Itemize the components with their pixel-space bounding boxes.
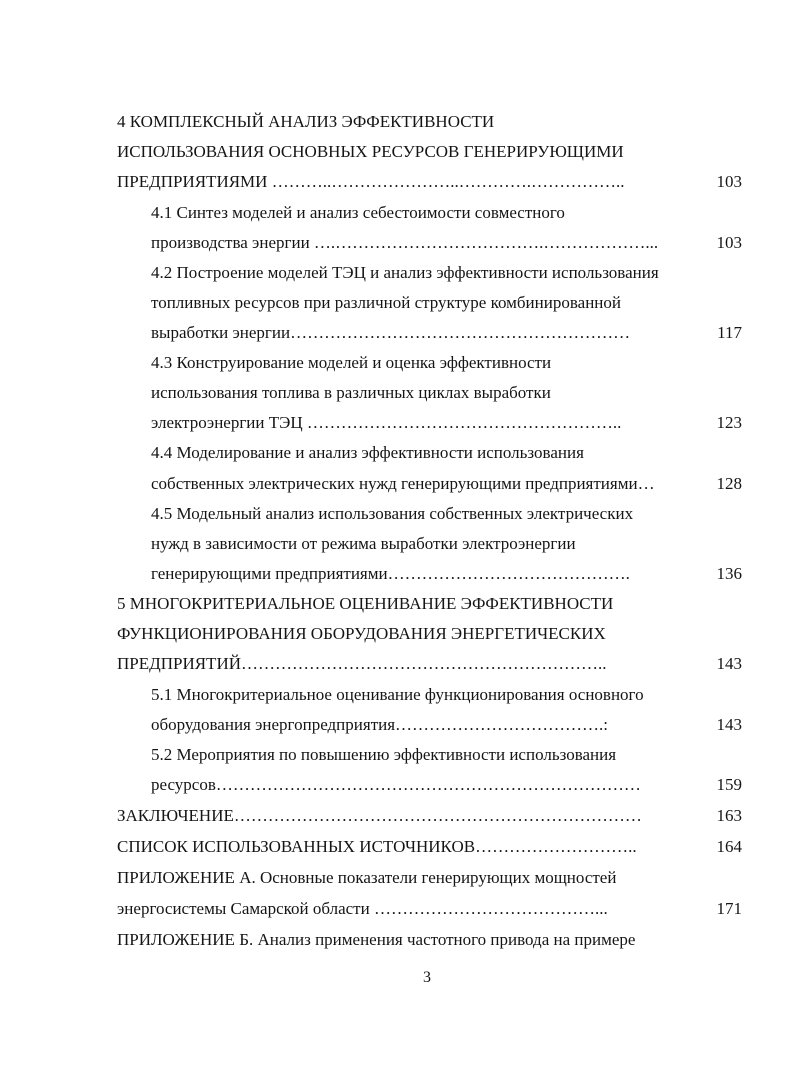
toc-entry-4-line-2: ИСПОЛЬЗОВАНИЯ ОСНОВНЫХ РЕСУРСОВ ГЕНЕРИРУЮЩИМИ: [117, 142, 624, 161]
toc-entry-references: СПИСОК ИСПОЛЬЗОВАННЫХ ИСТОЧНИКОВ………………………..: [117, 837, 637, 856]
toc-entry-4-line-1: 4 КОМПЛЕКСНЫЙ АНАЛИЗ ЭФФЕКТИВНОСТИ: [117, 112, 495, 131]
toc-entry-appendix-a-line-2: энергосистемы Самарской области …………………………………...: [117, 899, 608, 918]
toc-entry-4-5-line-2: нужд в зависимости от режима выработки электроэнергии: [151, 534, 576, 553]
toc-entry-4-1-page: 103: [716, 233, 742, 252]
toc-entry-4-line-3: ПРЕДПРИЯТИЯМИ ………..…………………..………….……………..: [117, 172, 625, 191]
toc-entry-4-3-line-2: использования топлива в различных циклах выработки: [151, 383, 551, 402]
toc-entry-5-2-line-1: 5.2 Мероприятия по повышению эффективности использования: [151, 745, 617, 764]
toc-entry-4-3-page: 123: [716, 413, 742, 432]
toc-entry-5-page: 143: [716, 654, 742, 673]
toc-entry-appendix-a-page: 171: [716, 899, 742, 918]
toc-entry-conclusion-page: 163: [716, 806, 742, 825]
toc-entry-4-5-line-3: генерирующими предприятиями…………………………………….: [151, 564, 630, 583]
toc-entry-5-2-line-2: ресурсов…………………………………………………………………: [151, 775, 641, 794]
toc-entry-5-2-page: 159: [716, 775, 742, 794]
toc-entry-4-5-line-1: 4.5 Модельный анализ использования собственных электрических: [151, 504, 634, 523]
page-number: 3: [423, 969, 431, 986]
toc-entry-4-1-line-2: производства энергии ….……………………………….………………...: [151, 233, 659, 252]
toc-entry-5-1-line-1: 5.1 Многокритериальное оценивание функционирования основного: [151, 685, 644, 704]
toc-entry-5-1-page: 143: [716, 715, 742, 734]
toc-entry-4-2-page: 117: [717, 323, 742, 342]
toc-entry-4-5-page: 136: [716, 564, 742, 583]
toc-entry-4-2-line-3: выработки энергии……………………………………………………: [151, 323, 631, 342]
toc-entry-appendix-b-line-1: ПРИЛОЖЕНИЕ Б. Анализ применения частотного привода на примере: [117, 930, 636, 949]
toc-entry-appendix-a-line-1: ПРИЛОЖЕНИЕ А. Основные показатели генерирующих мощностей: [117, 868, 617, 887]
toc-entry-4-3-line-1: 4.3 Конструирование моделей и оценка эффективности: [151, 353, 552, 372]
toc-entry-conclusion: ЗАКЛЮЧЕНИЕ………………………………………………………………: [117, 806, 642, 825]
toc-entry-4-4-page: 128: [716, 474, 742, 493]
toc-entry-5-line-1: 5 МНОГОКРИТЕРИАЛЬНОЕ ОЦЕНИВАНИЕ ЭФФЕКТИВНОСТИ: [117, 594, 614, 613]
toc-entry-5-line-3: ПРЕДПРИЯТИЙ………………………………………………………..: [117, 654, 607, 673]
toc-entry-4-4-line-2: собственных электрических нужд генерирующими предприятиями…: [151, 474, 655, 493]
toc-entry-4-page: 103: [716, 172, 742, 191]
toc-entry-4-2-line-2: топливных ресурсов при различной структуре комбинированной: [151, 293, 621, 312]
toc-entry-4-3-line-3: электроэнергии ТЭЦ ………………………………………………..: [151, 413, 622, 432]
toc-entry-5-line-2: ФУНКЦИОНИРОВАНИЯ ОБОРУДОВАНИЯ ЭНЕРГЕТИЧЕСКИХ: [117, 624, 606, 643]
toc-entry-4-4-line-1: 4.4 Моделирование и анализ эффективности использования: [151, 443, 584, 462]
toc-entry-4-2-line-1: 4.2 Построение моделей ТЭЦ и анализ эффективности использования: [151, 263, 659, 282]
toc-entry-4-1-line-1: 4.1 Синтез моделей и анализ себестоимости совместного: [151, 203, 565, 222]
toc-entry-references-page: 164: [716, 837, 742, 856]
toc-entry-5-1-line-2: оборудования энергопредприятия……………………………….:: [151, 715, 609, 734]
